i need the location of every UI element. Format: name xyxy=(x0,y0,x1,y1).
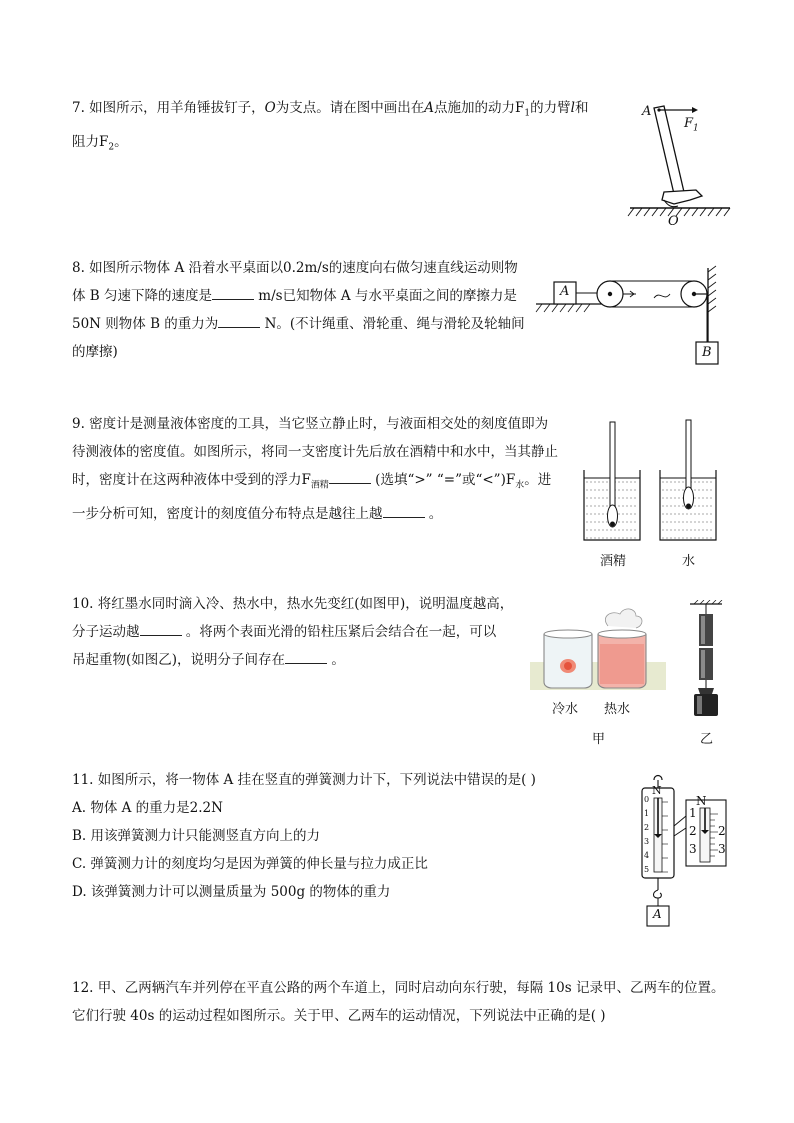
q8-line-2: 体 B 匀速下降的速度是 m/s已知物体 A 与水平桌面之间的摩擦力是 xyxy=(72,282,532,310)
q9-line-2: 待测液体的密度值。如图所示，将同一支密度计先后放在酒精中和水中，当其静止 xyxy=(72,444,558,460)
q8-line-3: 50N 则物体 B 的重力为 N。(不计绳重、滑轮重、绳与滑轮及轮轴间 xyxy=(72,310,532,338)
q11-scale-0: 0 xyxy=(644,795,650,804)
q9-label-alcohol: 酒精 xyxy=(600,554,627,569)
q10-label-hot: 热水 xyxy=(604,702,631,717)
q7-label-A: A xyxy=(642,104,652,119)
q10-blank-2 xyxy=(285,647,327,664)
q9-blank-1 xyxy=(329,467,371,484)
spring-scale-figure xyxy=(632,772,732,930)
q9-line-4: 一步分析可知，密度计的刻度值分布特点是越往上越 。 xyxy=(72,500,582,528)
q8-label-B: B xyxy=(702,345,712,360)
q11-stem: 11. 如图所示，将一物体 A 挂在竖直的弹簧测力计下，下列说法中错误的是( ) xyxy=(72,772,536,788)
q11-zoom-N: N xyxy=(696,794,707,808)
q10-line-2: 分子运动越 。将两个表面光滑的铅柱压紧后会结合在一起，可以 xyxy=(72,618,542,646)
q11-option-a[interactable]: A. 物体 A 的重力是2.2N xyxy=(72,800,223,816)
q11-option-b[interactable]: B. 用该弹簧测力计只能测竖直方向上的力 xyxy=(72,828,321,844)
q11-zoom-3: 3 xyxy=(689,842,697,856)
q10-blank-1 xyxy=(140,619,182,636)
hydrometer-figure xyxy=(578,418,728,568)
question-11 xyxy=(72,766,612,906)
q11-option-c[interactable]: C. 弹簧测力计的刻度均匀是因为弹簧的伸长量与拉力成正比 xyxy=(72,856,428,872)
q7-label-F1: $F_1$ xyxy=(684,116,699,134)
question-12 xyxy=(72,974,732,1030)
lead-cylinders-figure-yi xyxy=(686,600,726,750)
q11-zoom-2r: 2 xyxy=(718,824,726,838)
q12-line-1: 12. 甲、乙两辆汽车并列停在平直公路的两个车道上，同时启动向东行驶，每隔 10s 记录甲、乙两车的位置。 xyxy=(72,980,725,996)
q12-line-2: 它们行驶 40s 的运动过程如图所示。关于甲、乙两车的运动情况，下列说法中正确的是( ) xyxy=(72,1008,606,1024)
q10-label-cold: 冷水 xyxy=(552,702,579,717)
q9-line-3: 时，密度计在这两种液体中受到的浮力$F_{酒精}$ (选填“>” “=”或“$<”)F_水$。进 xyxy=(72,466,582,500)
q11-zoom-2: 2 xyxy=(689,824,697,838)
q11-label-A: A xyxy=(653,907,662,921)
q11-scale-1: 1 xyxy=(644,809,650,818)
question-7 xyxy=(72,94,632,161)
q9-label-water: 水 xyxy=(682,554,696,569)
q7-label-O: O xyxy=(668,214,679,229)
q11-scale-2: 2 xyxy=(644,823,650,832)
q10-label-yi: 乙 xyxy=(700,732,714,747)
q9-blank-2 xyxy=(383,501,425,518)
q11-scale-N: N xyxy=(652,784,662,797)
q8-blank-1 xyxy=(212,283,254,300)
question-10 xyxy=(72,590,542,674)
q8-blank-2 xyxy=(218,311,260,328)
beakers-figure-jia xyxy=(528,600,668,750)
q10-line-1: 10. 将红墨水同时滴入冷、热水中，热水先变红(如图甲)，说明温度越高， xyxy=(72,596,514,612)
q11-scale-4: 4 xyxy=(644,851,650,860)
q11-scale-3: 3 xyxy=(644,837,650,846)
question-9 xyxy=(72,410,582,528)
q11-zoom-1: 1 xyxy=(689,806,697,820)
q8-label-A: A xyxy=(560,284,570,299)
q8-line-4: 的摩擦) xyxy=(72,344,118,360)
q7-line-2: 阻力$F_2$。 xyxy=(72,133,128,153)
question-8 xyxy=(72,254,532,366)
claw-hammer-figure xyxy=(624,100,734,230)
q8-line-1: 8. 如图所示物体 A 沿着水平桌面以0.2m/s的速度向右做匀速直线运动则物 xyxy=(72,260,518,276)
q9-line-1: 9. 密度计是测量液体密度的工具，当它竖立静止时，与液面相交处的刻度值即为 xyxy=(72,416,549,432)
q11-zoom-3r: 3 xyxy=(718,842,726,856)
q10-line-3: 吊起重物(如图乙)，说明分子间存在 。 xyxy=(72,646,542,674)
q11-option-d[interactable]: D. 该弹簧测力计可以测量质量为 500g 的物体的重力 xyxy=(72,884,391,900)
q10-label-jia: 甲 xyxy=(592,732,606,747)
q11-scale-5: 5 xyxy=(644,865,650,874)
q7-line-1: 7. 如图所示，用羊角锤拔钉子，O为支点。请在图中画出在A点施加的动力$F_1$的力臂l和 xyxy=(72,100,589,119)
pulley-figure xyxy=(534,262,734,372)
